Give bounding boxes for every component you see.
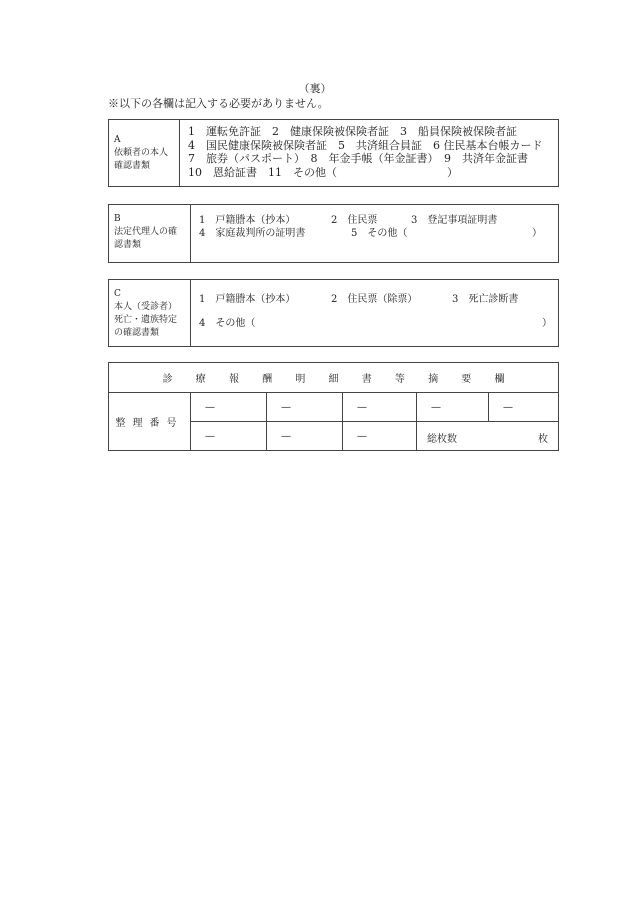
section-b-item: 2 住民票: [331, 215, 378, 226]
summary-header-char: 細: [328, 374, 339, 385]
back-side-mark: （裏）: [298, 82, 332, 95]
summary-header-char: 療: [195, 374, 206, 385]
section-c-item: 2 住民票（除票）: [331, 294, 418, 305]
section-a-label-line: 確認書類: [114, 161, 151, 171]
section-c-item: 1 戸籍謄本（抄本）: [199, 294, 296, 305]
summary-table: [108, 362, 559, 451]
section-b-label-line: B: [114, 214, 121, 224]
section-c-label-line: 本人（受診者）: [114, 302, 178, 312]
number-cell: —: [417, 393, 489, 422]
section-a-row: 4 国民健康保険被保険者証 5 共済組合員証 6 住民基本台帳カード: [188, 138, 543, 152]
section-c-label-line: の確認書類: [114, 328, 160, 338]
section-b-item: 3 登記事項証明書: [411, 215, 498, 226]
summary-header-row: [109, 363, 559, 393]
section-c-item-close: ）: [542, 318, 552, 329]
section-b-item: 4 家庭裁判所の証明書: [199, 228, 306, 239]
section-c-item: 4 その他（: [199, 318, 256, 329]
seiri-bango-label: [109, 393, 191, 451]
section-c-options: [191, 280, 558, 346]
section-c-item: 3 死亡診断書: [452, 294, 519, 305]
section-b-item-close: ）: [532, 228, 542, 239]
total-sheets-cell: [417, 422, 559, 451]
number-cell: —: [489, 393, 559, 422]
seiri-bango-text: 整理番号: [115, 418, 184, 429]
section-c-box: [108, 279, 559, 347]
section-c-label-line: 死亡・遺族特定: [114, 315, 178, 325]
section-a-label-line: 依頼者の本人: [114, 148, 169, 158]
number-cell: —: [267, 393, 343, 422]
section-b-label-line: 認書類: [114, 240, 142, 250]
section-b-box: [108, 204, 559, 263]
summary-header-char: 報: [228, 374, 239, 385]
summary-row-1: [109, 393, 559, 422]
summary-header-char: 酬: [262, 374, 273, 385]
section-a-label: [109, 120, 180, 186]
summary-header-char: 明: [295, 374, 306, 385]
number-cell: —: [267, 422, 343, 451]
section-c-label: [109, 280, 191, 346]
section-a-row: 7 旅券（パスポート） 8 年金手帳（年金証書） 9 共済年金証書: [188, 152, 528, 165]
number-cell: —: [191, 393, 267, 422]
section-a-label-line: A: [114, 135, 121, 145]
summary-header-char: 診: [162, 374, 173, 385]
section-a-row: 10 恩給証書 11 その他（ ）: [188, 165, 458, 179]
number-cell: —: [343, 422, 417, 451]
instruction-note: ※以下の各欄は記入する必要がありません。: [108, 97, 329, 110]
section-b-item: 1 戸籍謄本（抄本）: [199, 215, 296, 226]
summary-header-char: 書: [361, 374, 372, 385]
section-b-options: [191, 205, 558, 262]
summary-header-char: 要: [461, 374, 472, 385]
number-cell: —: [343, 393, 417, 422]
section-b-label: [109, 205, 191, 262]
total-sheets-label: 総枚数: [427, 434, 457, 445]
section-a-options: [180, 120, 558, 186]
section-b-label-line: 法定代理人の確: [114, 227, 178, 237]
section-c-label-line: C: [114, 289, 121, 299]
section-a-box: [108, 119, 559, 187]
summary-header-char: 欄: [494, 374, 505, 385]
total-sheets-unit: 枚: [538, 434, 548, 445]
summary-header: [109, 363, 559, 393]
summary-header-char: 摘: [428, 374, 439, 385]
summary-header-char: 等: [394, 374, 405, 385]
number-cell: —: [191, 422, 267, 451]
section-a-row: 1 運転免許証 2 健康保険被保険者証 3 船員保険被保険者証: [188, 125, 517, 138]
section-b-item: 5 その他（: [351, 228, 408, 239]
